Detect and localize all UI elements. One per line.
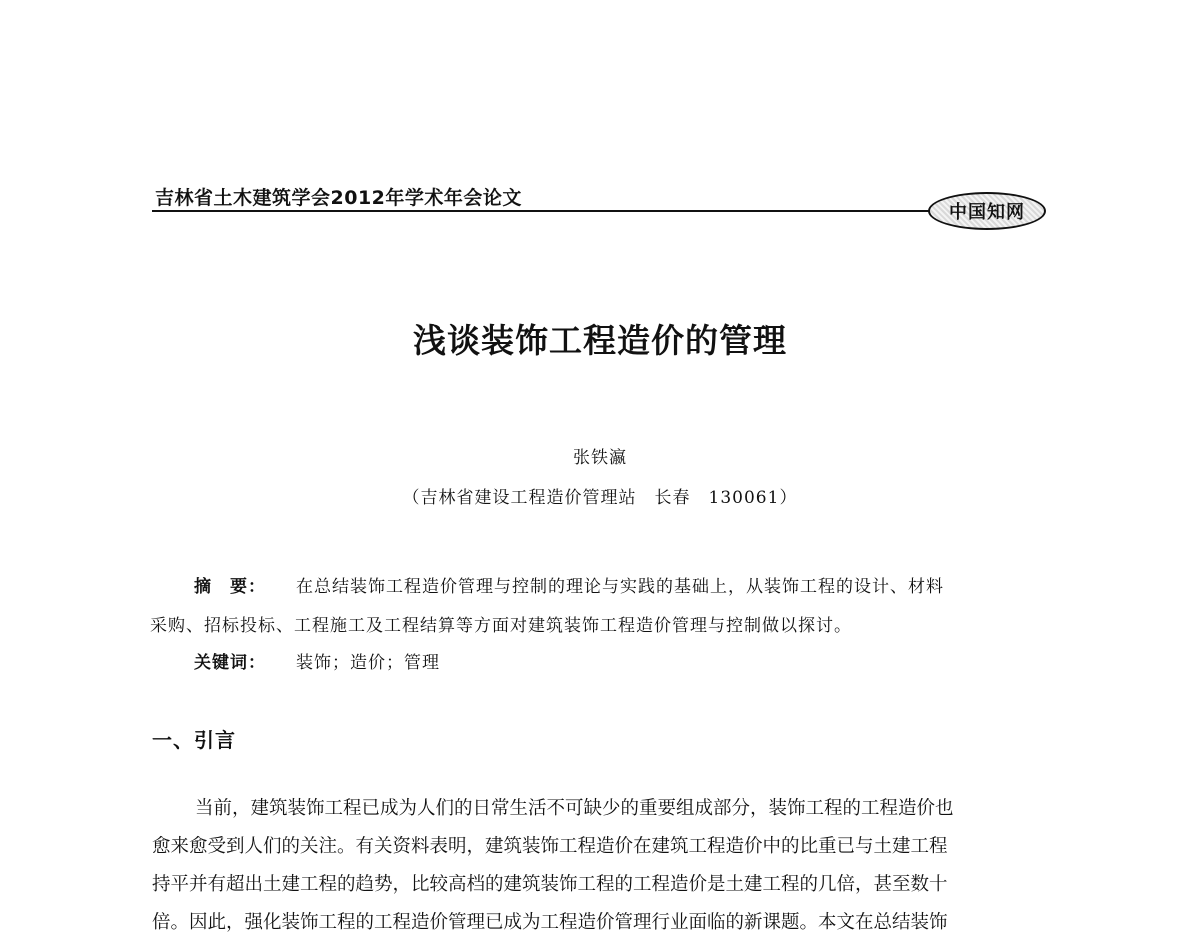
running-header: 吉林省土木建筑学会2012年学术年会论文: [155, 187, 522, 209]
body-line: 倍。因此，强化装饰工程的工程造价管理已成为工程造价管理行业面临的新课题。本文在总结装饰: [152, 912, 948, 933]
keywords-line: [194, 648, 440, 673]
body-paragraph: [152, 790, 1052, 942]
abstract-line: [150, 568, 1050, 607]
abstract-label: 摘 要：: [194, 577, 266, 597]
cnki-logo-badge: 中国知网: [928, 192, 1046, 230]
abstract-text: 在总结装饰工程造价管理与控制的理论与实践的基础上，从装饰工程的设计、材料: [296, 577, 944, 597]
body-line: 愈来愈受到人们的关注。有关资料表明，建筑装饰工程造价在建筑工程造价中的比重已与土建工程: [152, 836, 948, 857]
abstract-block: [150, 568, 1050, 646]
body-line: 当前，建筑装饰工程已成为人们的日常生活不可缺少的重要组成部分，装饰工程的工程造价也: [195, 798, 954, 819]
body-line: 持平并有超出土建工程的趋势，比较高档的建筑装饰工程的工程造价是土建工程的几倍，甚至数十: [152, 874, 948, 895]
section-heading: 一、引言: [152, 728, 236, 752]
keywords-text: 装饰；造价；管理: [296, 653, 440, 673]
abstract-line: 采购、招标投标、工程施工及工程结算等方面对建筑装饰工程造价管理与控制做以探讨。: [150, 616, 852, 636]
author-name: 张铁瀛: [573, 448, 627, 468]
keywords-label: 关键词：: [194, 653, 266, 673]
author-affiliation: （吉林省建设工程造价管理站 长春 130061）: [402, 488, 798, 508]
header-rule: [152, 210, 932, 212]
paper-title: 浅谈装饰工程造价的管理: [413, 321, 787, 360]
